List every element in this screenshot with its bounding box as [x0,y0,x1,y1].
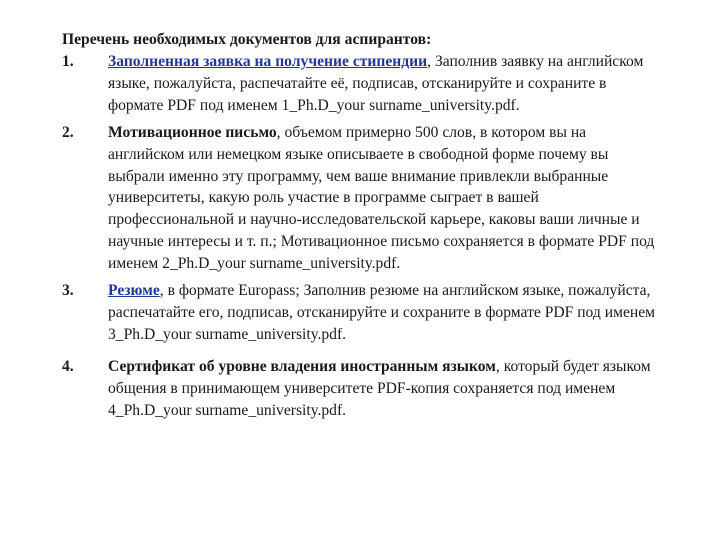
scholarship-application-link[interactable]: Заполненная заявка на получение стипендии [108,53,428,70]
item-text-4: , который будет языком общения в принимающем университете PDF-копия сохраняется под именем 4_Ph.D_your surname_university.pdf. [108,357,651,419]
item-number-2: 2. [62,123,74,141]
document-page [62,29,662,422]
list-item-1 [62,51,662,117]
list-item-2 [62,122,662,275]
item-number-4: 4. [62,357,74,375]
document-list [62,51,662,422]
item-text-1: , Заполнив заявку на английском языке, пожалуйста, распечатайте её, подписав, отсканируйте и сохраните в формате PDF под именем 1_Ph.D_your surname_university.pdf. [108,53,644,114]
language-certificate-title: Сертификат об уровне владения иностранным языком [108,357,496,375]
item-number-3: 3. [62,282,74,300]
item-text-2: , объемом примерно 500 слов, в котором вы на английском или немецком языке описываете в свободной форме почему вы выбрали именно эту программу, чем ваше внимание привлекли выбранные университеты, какую роль участие в программе сыграет в вашей профессиональной и научно-исследовательской карьере, каковы ваши личные и научные интересы и т. п.; Мотивационное письмо сохраняется в формате PDF под именем 2_Ph.D_your surname_university.pdf. [108,123,655,273]
list-item-3 [62,280,662,346]
document-heading: Перечень необходимых документов для аспирантов: [62,31,432,48]
motivation-letter-title: Мотивационное письмо [108,123,277,141]
resume-link[interactable]: Резюме [108,282,160,300]
item-text-3: , в формате Europass; Заполнив резюме на английском языке, пожалуйста, распечатайте его, подписав, отсканируйте и сохраните в формате PDF под именем 3_Ph.D_your surname_university.pdf. [108,282,655,343]
item-number-1: 1. [62,53,74,70]
list-item-4 [62,356,662,422]
